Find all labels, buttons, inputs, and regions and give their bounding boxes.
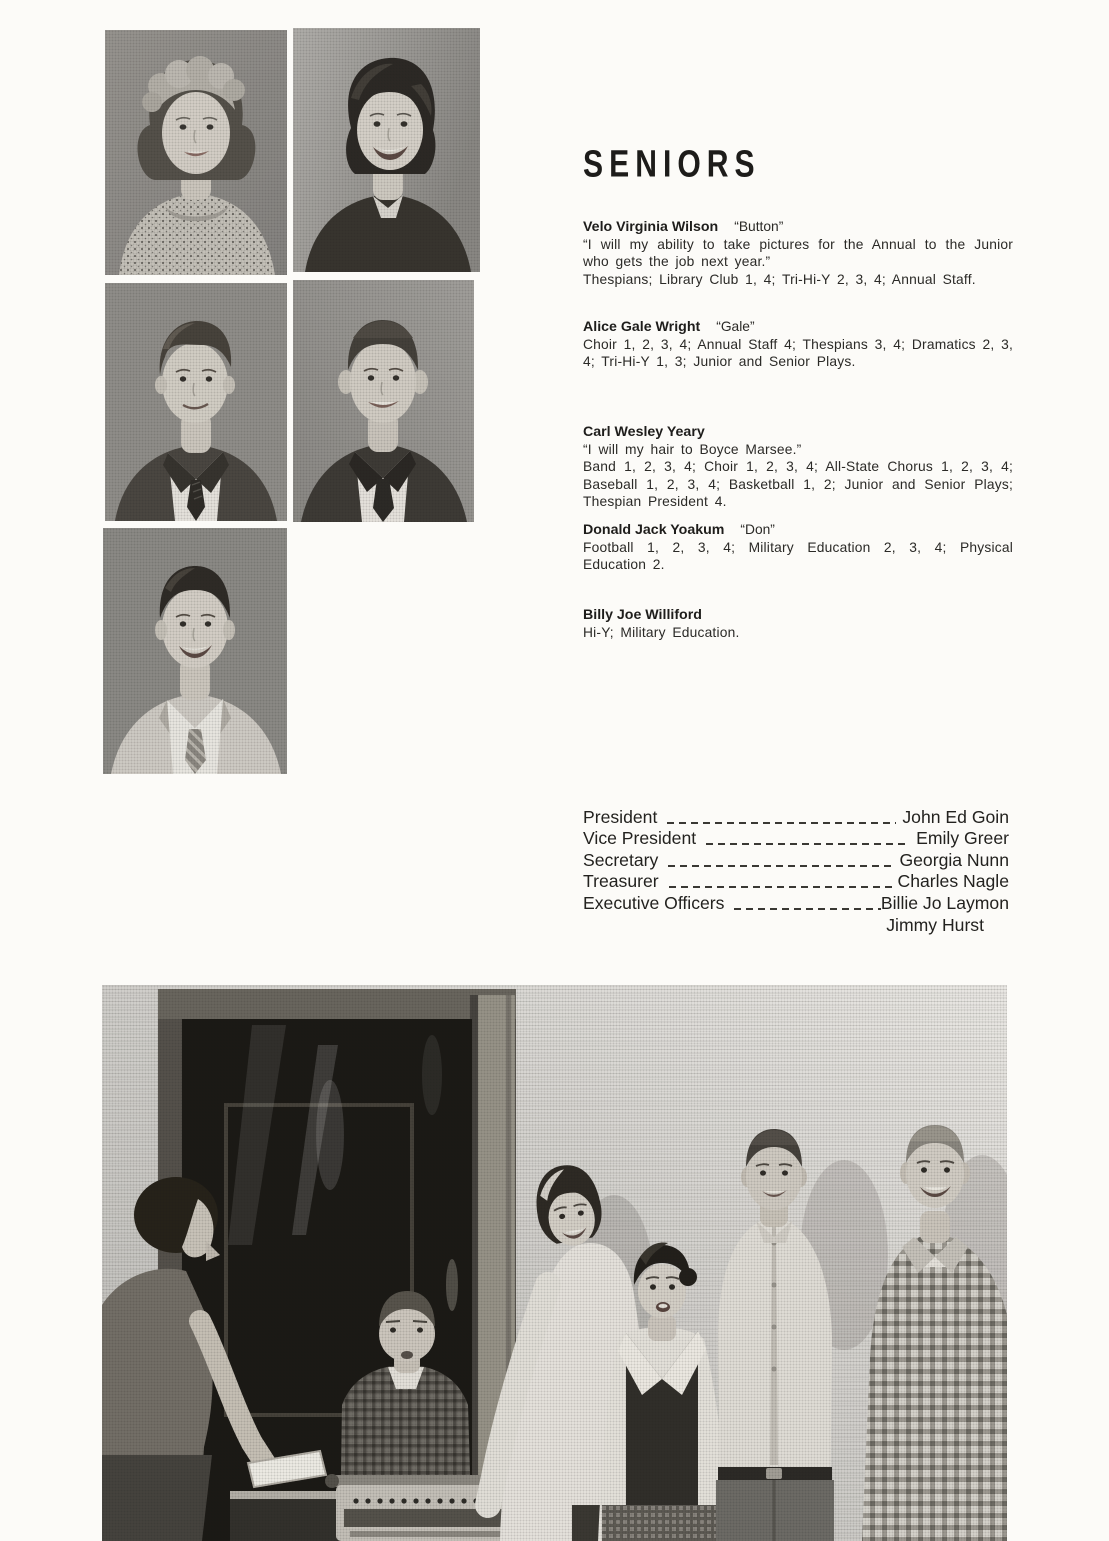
- portrait-photo-2: [293, 28, 480, 272]
- senior-name: Donald Jack Yoakum: [583, 522, 725, 538]
- senior-activities: Football 1, 2, 3, 4; Military Education 2, 3, 4; Physical Education 2.: [583, 540, 1013, 573]
- page-title: SENIORS: [583, 143, 761, 186]
- officer-row-secretary: [583, 849, 1009, 871]
- officer-name: Billie Jo Laymon: [880, 892, 1009, 913]
- senior-entry-yoakum: [583, 521, 1013, 574]
- portrait-4-graphic: [293, 280, 474, 522]
- officer-name: Charles Nagle: [897, 871, 1009, 892]
- portrait-photo-5: [103, 528, 287, 774]
- group-photo: [102, 985, 1007, 1541]
- officer-title: Executive Officers: [583, 892, 725, 913]
- class-officers-list: [583, 806, 1009, 936]
- officer-row-executive-2: [583, 914, 1009, 936]
- dotted-leader: [669, 886, 892, 888]
- senior-quote: “I will my ability to take pictures for the Annual to the Junior who gets the job next year.”: [583, 237, 1013, 270]
- officer-row-vice-president: [583, 828, 1009, 850]
- dotted-leader: [668, 865, 893, 867]
- senior-name: Billy Joe Williford: [583, 607, 702, 623]
- senior-entry-yeary: [583, 424, 1013, 510]
- officer-row-treasurer: [583, 871, 1009, 893]
- officer-row-executive: [583, 892, 1009, 914]
- officer-title: Treasurer: [583, 871, 659, 892]
- dotted-leader: [734, 908, 880, 910]
- portrait-2-graphic: [293, 28, 480, 272]
- officer-name: Georgia Nunn: [899, 849, 1009, 870]
- officer-title: Vice President: [583, 828, 697, 849]
- senior-entry-wright: [583, 318, 1013, 371]
- portrait-photo-4: [293, 280, 474, 522]
- portrait-photo-3: [105, 283, 287, 521]
- portrait-photo-1: [105, 30, 287, 275]
- senior-name: Velo Virginia Wilson: [583, 219, 719, 235]
- senior-quote: “I will my hair to Boyce Marsee.”: [583, 442, 802, 458]
- senior-name: Carl Wesley Yeary: [583, 424, 705, 440]
- senior-activities: Hi-Y; Military Education.: [583, 625, 740, 641]
- senior-entry-wilson: [583, 218, 1013, 288]
- senior-nickname: “Don”: [740, 522, 775, 537]
- senior-entry-williford: [583, 607, 1013, 641]
- officer-name: Emily Greer: [916, 828, 1009, 849]
- officer-row-president: [583, 806, 1009, 828]
- senior-activities: Thespians; Library Club 1, 4; Tri-Hi-Y 2, 3, 4; Annual Staff.: [583, 271, 976, 287]
- dotted-leader: [667, 822, 896, 824]
- officer-title: President: [583, 806, 658, 827]
- officer-name: Jimmy Hurst: [886, 914, 984, 935]
- senior-activities: Band 1, 2, 3, 4; Choir 1, 2, 3, 4; All-State Chorus 1, 2, 3, 4; Baseball 1, 2, 3, 4; Basketball 1, 2; Junior and Senior Plays; Thespian President 4.: [583, 459, 1013, 509]
- officer-name: John Ed Goin: [902, 806, 1009, 827]
- officer-title: Secretary: [583, 849, 659, 870]
- dotted-leader: [706, 843, 910, 845]
- senior-name: Alice Gale Wright: [583, 319, 701, 335]
- senior-nickname: “Button”: [734, 219, 784, 234]
- group-photo-graphic: [102, 985, 1007, 1541]
- portrait-3-graphic: [105, 283, 287, 521]
- portrait-5-graphic: [103, 528, 287, 774]
- senior-nickname: “Gale”: [716, 319, 755, 334]
- senior-activities: Choir 1, 2, 3, 4; Annual Staff 4; Thespians 3, 4; Dramatics 2, 3, 4; Tri-Hi-Y 1, 3; Junior and Senior Plays.: [583, 337, 1013, 370]
- portrait-1-graphic: [105, 30, 287, 275]
